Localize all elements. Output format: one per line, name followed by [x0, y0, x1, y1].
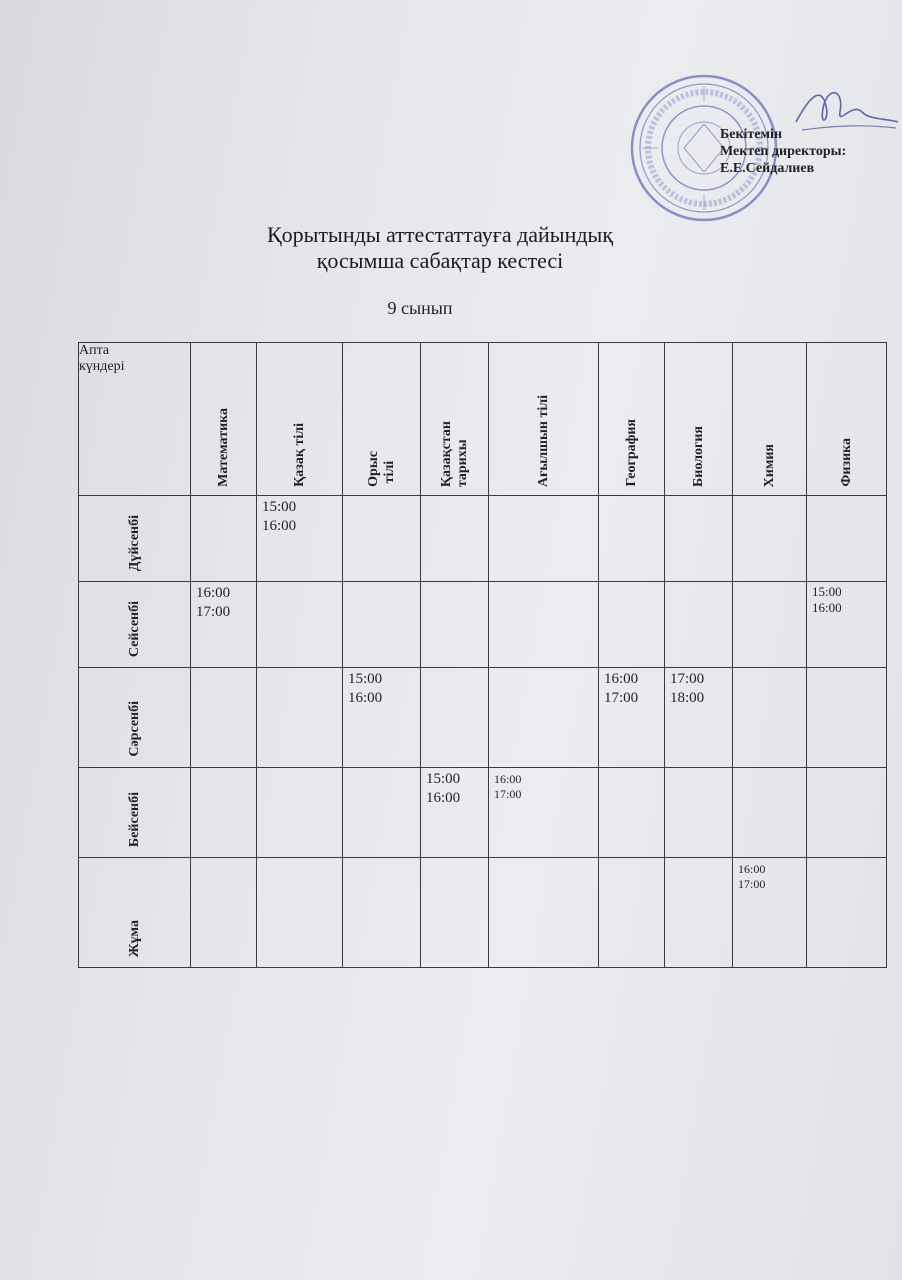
time-value — [257, 668, 342, 670]
day-cell — [79, 582, 191, 668]
day-label: Бейсенбі — [126, 791, 142, 847]
time-value — [343, 496, 420, 498]
time-value — [257, 858, 342, 860]
time-cell — [489, 668, 599, 768]
time-value — [343, 582, 420, 584]
time-cell — [599, 668, 665, 768]
time-cell — [807, 496, 887, 582]
time-cell — [665, 858, 733, 968]
subject-header — [807, 343, 887, 496]
time-value — [665, 582, 732, 584]
subject-header-label: Химия — [761, 443, 777, 487]
table-row — [79, 858, 887, 968]
time-cell — [733, 858, 807, 968]
approval-line-approve: Бекітемін — [720, 127, 783, 142]
time-cell — [421, 858, 489, 968]
time-cell — [489, 858, 599, 968]
time-value: 15:00 16:00 — [426, 771, 461, 806]
table-row — [79, 496, 887, 582]
time-cell — [599, 582, 665, 668]
time-value — [343, 858, 420, 860]
time-cell — [489, 768, 599, 858]
title-line-2: қосымша сабақтар кестесі — [316, 248, 564, 273]
time-value: 17:00 18:00 — [670, 671, 705, 706]
subject-header — [343, 343, 421, 496]
day-label: Сәрсенбі — [126, 701, 142, 757]
time-cell — [599, 496, 665, 582]
time-cell — [599, 768, 665, 858]
time-cell — [191, 496, 257, 582]
subject-header-label: Ағылшын тілі — [535, 394, 551, 487]
time-cell — [257, 858, 343, 968]
table-row — [79, 668, 887, 768]
time-cell — [191, 768, 257, 858]
document-title — [200, 222, 680, 274]
time-value — [733, 668, 806, 670]
time-value — [807, 858, 886, 860]
time-cell — [807, 858, 887, 968]
time-cell — [421, 668, 489, 768]
time-value — [343, 768, 420, 770]
subject-header-label: Физика — [838, 438, 854, 487]
subject-header-label: География — [623, 419, 639, 487]
time-value — [421, 582, 488, 584]
day-cell — [79, 668, 191, 768]
time-value — [733, 768, 806, 770]
day-cell — [79, 768, 191, 858]
time-cell — [599, 858, 665, 968]
time-value — [421, 858, 488, 860]
time-value — [191, 768, 256, 770]
time-value — [807, 496, 886, 498]
time-cell — [257, 496, 343, 582]
corner-header — [79, 343, 191, 496]
time-cell — [191, 582, 257, 668]
time-cell — [343, 768, 421, 858]
subject-header-label: Қазақ тілі — [291, 423, 307, 487]
time-cell — [489, 496, 599, 582]
time-value — [599, 768, 664, 770]
time-value — [191, 858, 256, 860]
time-cell — [733, 496, 807, 582]
time-value: 16:00 17:00 — [604, 671, 639, 706]
time-value: 16:00 17:00 — [738, 862, 766, 891]
time-value — [421, 668, 488, 670]
approval-block — [720, 126, 846, 177]
time-value — [489, 582, 598, 584]
time-cell — [733, 668, 807, 768]
time-cell — [665, 668, 733, 768]
time-value — [807, 768, 886, 770]
title-line-1: Қорытынды аттестаттауға дайындық — [266, 222, 614, 247]
time-cell — [257, 768, 343, 858]
class-label: 9 сынып — [387, 298, 453, 318]
time-cell — [343, 496, 421, 582]
subject-header — [665, 343, 733, 496]
subject-header — [599, 343, 665, 496]
time-cell — [807, 582, 887, 668]
time-cell — [421, 582, 489, 668]
time-cell — [665, 496, 733, 582]
time-value — [257, 768, 342, 770]
time-cell — [665, 768, 733, 858]
time-value — [191, 496, 256, 498]
time-value — [489, 496, 598, 498]
subject-header — [191, 343, 257, 496]
time-value — [807, 668, 886, 670]
time-cell — [343, 668, 421, 768]
approval-line-name: Е.Е.Сейдалиев — [720, 161, 815, 176]
time-cell — [807, 768, 887, 858]
day-label: Дүйсенбі — [126, 514, 142, 571]
time-value: 16:00 17:00 — [494, 772, 522, 801]
subject-header — [733, 343, 807, 496]
time-value — [421, 496, 488, 498]
time-value: 16:00 17:00 — [196, 585, 231, 620]
time-cell — [191, 858, 257, 968]
time-cell — [733, 768, 807, 858]
subject-header-label: Қазақстан тарихы — [438, 420, 470, 487]
subject-header-label: Орыс тілі — [365, 451, 397, 487]
schedule-table — [78, 342, 887, 968]
time-cell — [343, 582, 421, 668]
time-cell — [257, 668, 343, 768]
time-cell — [343, 858, 421, 968]
time-cell — [421, 768, 489, 858]
time-value — [599, 582, 664, 584]
subject-header-label: Биология — [690, 426, 706, 487]
subject-header — [489, 343, 599, 496]
table-row — [79, 582, 887, 668]
subject-header — [257, 343, 343, 496]
time-value: 15:00 16:00 — [348, 671, 383, 706]
time-value — [489, 668, 598, 670]
time-value — [665, 768, 732, 770]
corner-header-label: Апта күндері — [79, 343, 125, 374]
time-cell — [257, 582, 343, 668]
approval-line-role: Мектеп директоры: — [720, 144, 847, 159]
time-value — [665, 496, 732, 498]
time-value — [599, 858, 664, 860]
time-cell — [665, 582, 733, 668]
day-label: Жұма — [126, 919, 142, 957]
time-value — [489, 858, 598, 860]
time-value — [733, 496, 806, 498]
time-value — [733, 582, 806, 584]
time-cell — [191, 668, 257, 768]
time-cell — [421, 496, 489, 582]
day-cell — [79, 858, 191, 968]
day-cell — [79, 496, 191, 582]
time-value: 15:00 16:00 — [262, 499, 297, 534]
time-value — [665, 858, 732, 860]
subject-header-label: Математика — [215, 408, 231, 487]
time-value — [257, 582, 342, 584]
header-row — [79, 343, 887, 496]
time-value — [599, 496, 664, 498]
table-row — [79, 768, 887, 858]
time-cell — [807, 668, 887, 768]
time-cell — [733, 582, 807, 668]
time-value: 15:00 16:00 — [812, 584, 842, 615]
day-label: Сейсенбі — [126, 600, 142, 657]
subject-header — [421, 343, 489, 496]
time-cell — [489, 582, 599, 668]
time-value — [191, 668, 256, 670]
